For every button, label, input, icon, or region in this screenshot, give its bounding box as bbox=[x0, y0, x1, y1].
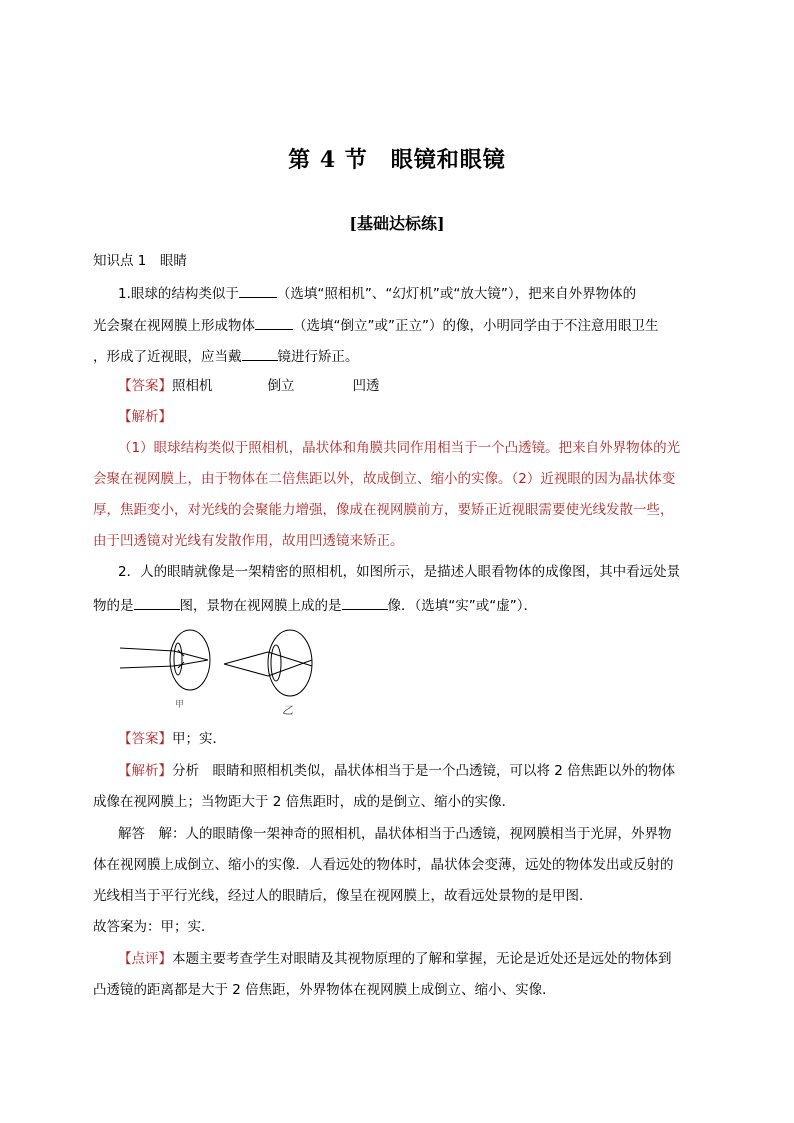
section-subtitle: [基础达标练] bbox=[349, 214, 445, 233]
eye-imaging-figure bbox=[118, 628, 318, 720]
q1-blank-1 bbox=[239, 284, 277, 298]
answer-value-1: 照相机 bbox=[172, 378, 213, 394]
figure-label-yi: 乙 bbox=[282, 704, 293, 717]
q2-solution-line: 解答 解：人的眼睛像一架神奇的照相机，晶状体相当于凸透镜，视网膜相当于光屏，外界物 bbox=[118, 826, 672, 842]
q1-line-2 bbox=[93, 316, 658, 334]
comment-label: 【点评】 bbox=[118, 951, 172, 967]
q1-text-1a: 1.眼球的结构类似于 bbox=[118, 286, 239, 302]
parallel-ray-bottom bbox=[120, 666, 174, 668]
q2-comment-line-2: 凸透镜的距离都是大于 2 倍焦距，外界物体在视网膜上成倒立、缩小、实像． bbox=[93, 982, 556, 998]
comment-text: 本题主要考查学生对眼睛及其视物原理的了解和掌握，无论是近处还是远处的物体到 bbox=[172, 951, 672, 967]
q2-solution-line: 光线相当于平行光线，经过人的眼睛后，像呈在视网膜上，故看远处景物的是甲图． bbox=[93, 888, 593, 904]
answer-label: 【答案】 bbox=[118, 731, 172, 747]
q1-analysis-line: 厚，焦距变小，对光线的会聚能力增强，像成在视网膜前方，要矫正近视眼需要使光线发散一些， bbox=[93, 502, 674, 518]
divergent-ray-bottom bbox=[224, 664, 268, 676]
q2-final-answer: 故答案为：甲；实． bbox=[93, 919, 215, 935]
q2-comment-line-1 bbox=[118, 951, 672, 967]
analysis-label: 【解析】 bbox=[118, 763, 172, 779]
q1-analysis-line: 会聚在视网膜上，由于物体在二倍焦距以外，故成倒立、缩小的实像。（2）近视眼的因为晶状体变 bbox=[93, 471, 676, 487]
q1-line-3 bbox=[93, 347, 359, 365]
answer-value-3: 凹透 bbox=[352, 378, 380, 394]
q1-analysis-line: 由于凹透镜对光线有发散作用，故用凹透镜来矫正。 bbox=[93, 533, 404, 549]
q1-analysis-line: （1）眼球结构类似于照相机，晶状体和角膜共同作用相当于一个凸透镜。把来自外界物体的光 bbox=[118, 440, 681, 456]
parallel-ray-top bbox=[120, 648, 174, 651]
q1-text-1b: （选填“照相机”、“幻灯机”或“放大镜”），把来自外界物体的 bbox=[276, 286, 637, 302]
divergent-ray-top bbox=[224, 652, 268, 664]
q1-text-2a: 光会聚在视网膜上形成物体 bbox=[93, 318, 255, 334]
q2-answer bbox=[118, 731, 226, 747]
q2-text-2a: 物的是 bbox=[93, 598, 134, 614]
q2-line-1: 2．人的眼睛就像是一架精密的照相机，如图所示，是描述人眼看物体的成像图，其中看远处景 bbox=[118, 564, 681, 580]
eye-diagram-right bbox=[224, 630, 312, 696]
q2-text-2c: 像．（选填“实”或“虚”）． bbox=[387, 598, 537, 614]
answer-label: 【答案】 bbox=[118, 378, 172, 394]
analysis-text: 分析 眼睛和照相机类似，晶状体相当于是一个凸透镜，可以将 2 倍焦距以外的物体 bbox=[172, 763, 676, 779]
q1-answer bbox=[118, 378, 380, 394]
q1-text-2b: （选填“倒立”或”正立”）的像，小明同学由于不注意用眼卫生 bbox=[293, 318, 659, 334]
crystalline-lens bbox=[174, 643, 182, 675]
q2-line-2 bbox=[93, 596, 537, 614]
page-title: 第 4 节 眼镜和眼镜 bbox=[288, 147, 506, 173]
crystalline-lens-right bbox=[271, 645, 281, 681]
q1-blank-3 bbox=[242, 347, 278, 361]
q2-blank-2 bbox=[342, 596, 388, 610]
figure-label-jia: 甲 bbox=[175, 700, 185, 710]
q1-text-3b: 镜进行矫正。 bbox=[277, 349, 359, 365]
eye-diagram-left bbox=[120, 630, 210, 690]
q1-analysis-label: 【解析】 bbox=[118, 409, 172, 425]
q2-analysis-line-2: 成像在视网膜上；当物距大于 2 倍焦距时，成的是倒立、缩小的实像． bbox=[93, 794, 516, 810]
q2-blank-1 bbox=[134, 596, 180, 610]
q2-solution-line: 体在视网膜上成倒立、缩小的实像．人看远处的物体时，晶状体会变薄，远处的物体发出或反射的 bbox=[93, 857, 674, 873]
eyeball-outline-right bbox=[268, 630, 312, 696]
eyeball-outline bbox=[170, 630, 210, 690]
q1-text-3a: ，形成了近视眼，应当戴 bbox=[93, 349, 242, 365]
q1-blank-2 bbox=[255, 316, 293, 330]
answer-value-2: 倒立 bbox=[267, 378, 295, 394]
knowledge-point-heading: 知识点 1 眼睛 bbox=[93, 253, 187, 269]
q1-line-1 bbox=[118, 284, 636, 302]
q2-analysis-line-1 bbox=[118, 763, 675, 779]
q2-text-2b: 图，景物在视网膜上成的是 bbox=[179, 598, 342, 614]
answer-value: 甲；实． bbox=[172, 731, 226, 747]
